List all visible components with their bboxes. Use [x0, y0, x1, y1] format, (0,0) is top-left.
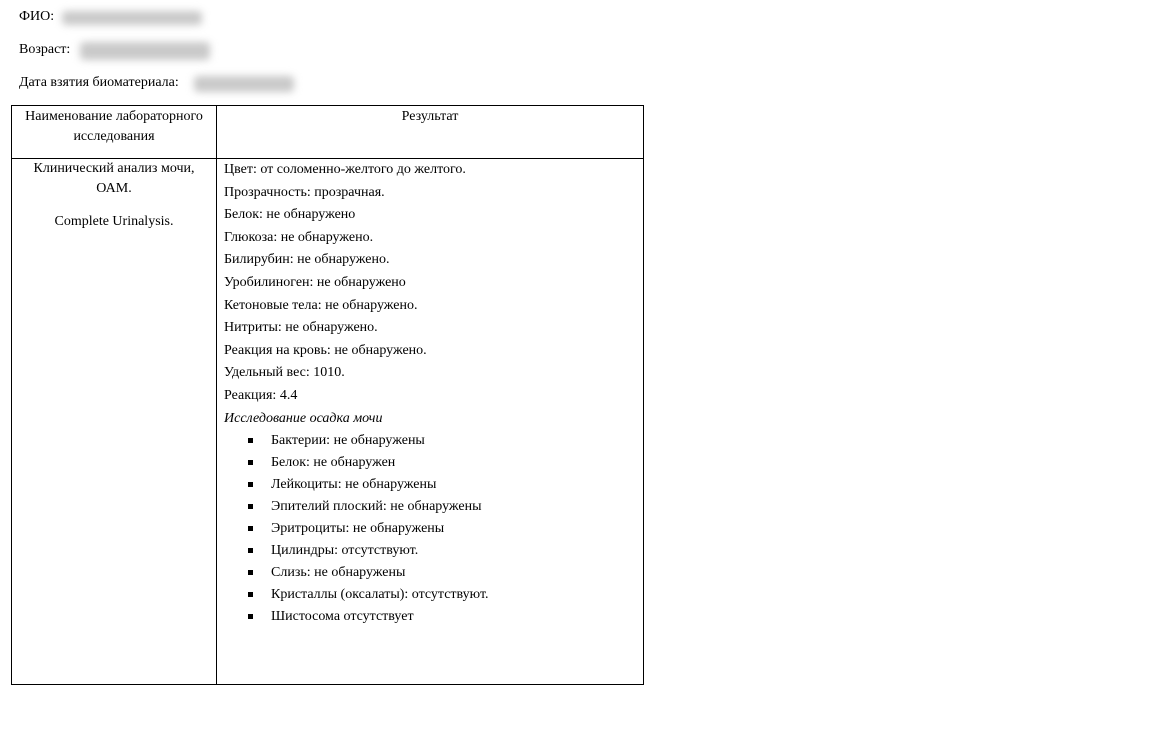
- list-item: [224, 584, 643, 606]
- bullet-square-icon: [248, 504, 253, 509]
- sediment-text: Белок: не обнаружен: [271, 455, 396, 471]
- result-line: Реакция на кровь: не обнаружено.: [224, 342, 427, 358]
- fio-label: ФИО:: [19, 9, 55, 24]
- test-name-en: Complete Urinalysis.: [54, 214, 174, 229]
- result-line: Билирубин: не обнаружено.: [224, 252, 390, 268]
- test-name-ru: Клинический анализ мочи, ОАМ.: [33, 161, 195, 196]
- list-item: [224, 474, 643, 496]
- list-item: [224, 540, 643, 562]
- sediment-text: Лейкоциты: не обнаружены: [271, 477, 437, 493]
- result-line: Реакция: 4.4: [224, 387, 298, 403]
- header-test-name: Наименование лабораторного исследования: [12, 106, 217, 159]
- header-result: Результат: [217, 106, 644, 159]
- bullet-square-icon: [248, 460, 253, 465]
- sediment-text: Эпителий плоский: не обнаружены: [271, 499, 482, 515]
- bullet-square-icon: [248, 592, 253, 597]
- list-item: [224, 562, 643, 584]
- table-header-row: [12, 106, 644, 159]
- bullet-square-icon: [248, 548, 253, 553]
- list-item: [224, 452, 643, 474]
- result-line: Белок: не обнаружено: [224, 207, 356, 223]
- result-line: Глюкоза: не обнаружено.: [224, 229, 374, 245]
- sediment-title: Исследование осадка мочи: [224, 410, 383, 426]
- sediment-text: Бактерии: не обнаружены: [271, 433, 425, 449]
- age-value-redacted: [80, 42, 210, 60]
- sample-date-value-redacted: [194, 76, 294, 92]
- sample-date-label: Дата взятия биоматериала:: [19, 75, 179, 90]
- lab-results-table: [11, 105, 644, 685]
- bullet-square-icon: [248, 570, 253, 575]
- bullet-square-icon: [248, 526, 253, 531]
- sediment-text: Цилиндры: отсутствуют.: [271, 543, 419, 559]
- age-label: Возраст:: [19, 42, 71, 57]
- result-line: Нитриты: не обнаружено.: [224, 320, 378, 336]
- result-line: Цвет: от соломенно-желтого до желтого.: [224, 162, 466, 177]
- test-name-cell: [12, 159, 217, 685]
- result-cell: [217, 159, 644, 685]
- bullet-square-icon: [248, 482, 253, 487]
- fio-value-redacted: [62, 11, 202, 25]
- list-item: [224, 430, 643, 452]
- list-item: [224, 606, 643, 628]
- list-item: [224, 496, 643, 518]
- result-line: Прозрачность: прозрачная.: [224, 184, 385, 200]
- table-row: [12, 159, 644, 685]
- result-line: Кетоновые тела: не обнаружено.: [224, 297, 418, 313]
- list-item: [224, 518, 643, 540]
- bullet-square-icon: [248, 438, 253, 443]
- bullet-square-icon: [248, 614, 253, 619]
- sediment-text: Кристаллы (оксалаты): отсутствуют.: [271, 587, 489, 603]
- sediment-list: [224, 430, 643, 628]
- sediment-text: Слизь: не обнаружены: [271, 565, 406, 581]
- sediment-text: Эритроциты: не обнаружены: [271, 521, 445, 537]
- result-line: Удельный вес: 1010.: [224, 365, 345, 381]
- result-line: Уробилиноген: не обнаружено: [224, 274, 406, 290]
- sediment-text: Шистосома отсутствует: [271, 609, 414, 625]
